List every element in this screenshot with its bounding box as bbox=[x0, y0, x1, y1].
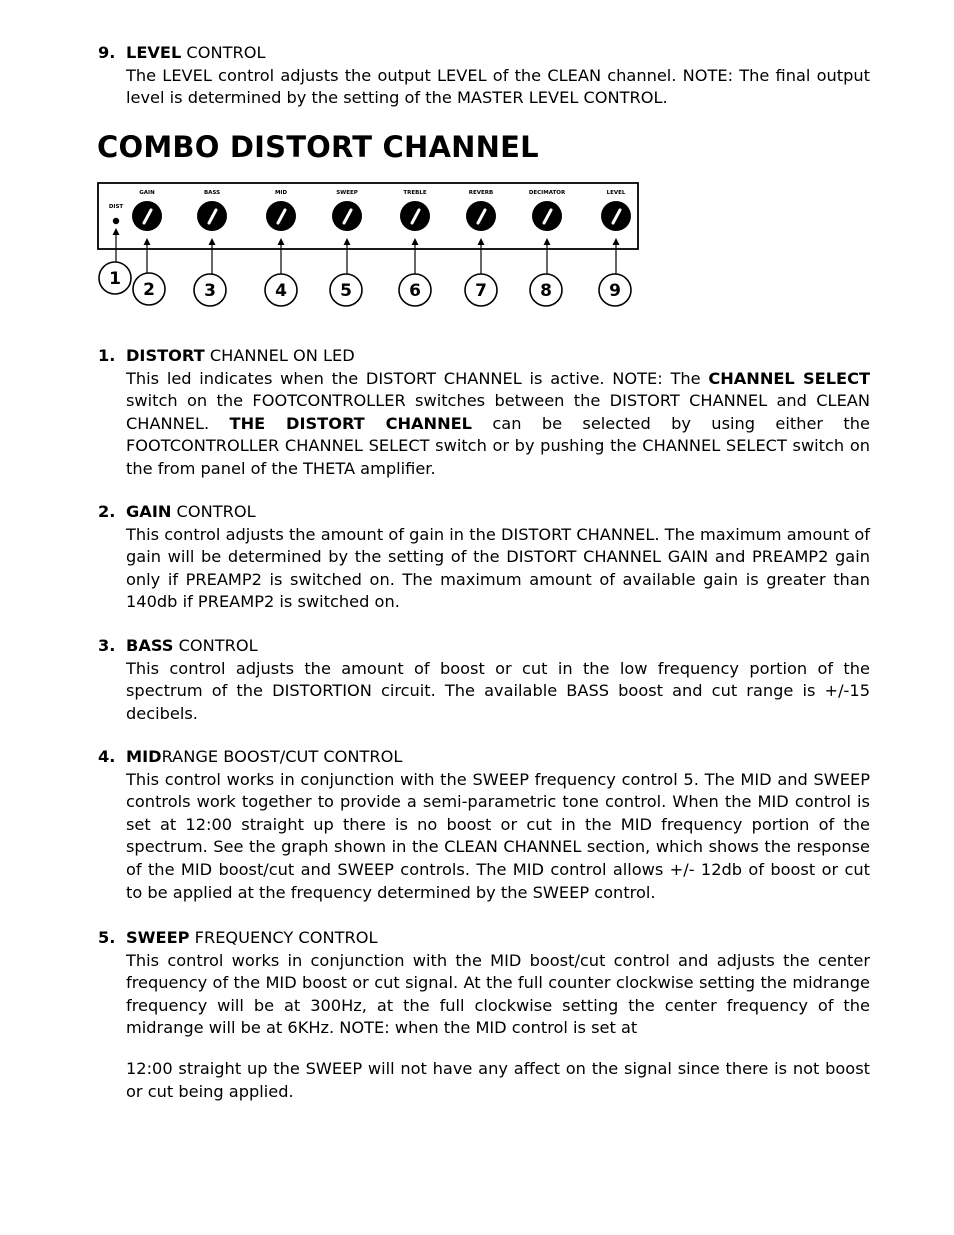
distort-channel-panel-diagram bbox=[96, 180, 646, 308]
item-body bbox=[126, 368, 870, 481]
body-text: 12:00 straight up the SWEEP will not have any affect on the signal since there is not boost or cut being applied. bbox=[126, 1058, 870, 1101]
led-label: DIST bbox=[108, 204, 124, 210]
item-body bbox=[126, 769, 870, 905]
body-text: switch on the FOOTCONTROLLER switches between the DISTORT CHANNEL and CLEAN CHANNEL. bbox=[126, 391, 870, 433]
knob-label: TREBLE bbox=[403, 190, 427, 196]
arrow-up-icon bbox=[113, 228, 120, 235]
callout-number: 2 bbox=[143, 280, 155, 300]
body-text: This led indicates when the DISTORT CHANNEL is active. NOTE: The bbox=[126, 368, 709, 388]
arrow-up-icon bbox=[544, 238, 551, 245]
item-paragraph bbox=[126, 950, 870, 1040]
item-heading bbox=[98, 927, 870, 950]
body-text: can be selected by using either the FOOTCONTROLLER CHANNEL SELECT switch or by pushing the CHANNEL SELECT switch on the from panel of the THETA amplifier. bbox=[126, 413, 870, 478]
arrow-up-icon bbox=[344, 238, 351, 245]
arrow-up-icon bbox=[412, 238, 419, 245]
body-text: This control works in conjunction with the MID boost/cut control and adjusts the center frequency of the MID boost or cut signal. At the full counter clockwise setting the midrange frequency will be at 300Hz, at the full clockwise setting the center frequency of the midrange will be at 6KHz. NOTE: when the MID control is set at bbox=[126, 950, 870, 1038]
item-paragraph bbox=[126, 1058, 870, 1103]
item-distort-led bbox=[98, 345, 870, 481]
item-midrange-control bbox=[98, 746, 870, 904]
callout-number: 3 bbox=[204, 281, 216, 301]
item-number: 4. bbox=[98, 747, 116, 766]
section-title: COMBO DISTORT CHANNEL bbox=[97, 130, 539, 164]
item-paragraph bbox=[126, 769, 870, 905]
knob-label: LEVEL bbox=[606, 190, 626, 196]
item-paragraph bbox=[126, 524, 870, 614]
knob-label: SWEEP bbox=[336, 190, 358, 196]
item-body bbox=[126, 65, 870, 110]
item-body bbox=[126, 658, 870, 726]
item-heading bbox=[98, 746, 870, 769]
item-title: MIDRANGE BOOST/CUT CONTROL bbox=[126, 747, 403, 766]
callout-number: 7 bbox=[475, 281, 487, 301]
item-level-control-top bbox=[98, 42, 870, 110]
arrow-up-icon bbox=[478, 238, 485, 245]
item-paragraph bbox=[126, 658, 870, 726]
callout-number: 9 bbox=[609, 281, 621, 301]
item-title: SWEEP FREQUENCY CONTROL bbox=[126, 928, 378, 947]
item-title: GAIN CONTROL bbox=[126, 502, 256, 521]
knob-label: MID bbox=[274, 190, 288, 196]
item-number: 2. bbox=[98, 502, 116, 521]
item-heading bbox=[98, 42, 870, 65]
led-indicator bbox=[113, 218, 119, 224]
item-title: DISTORT CHANNEL ON LED bbox=[126, 346, 355, 365]
body-text: The LEVEL control adjusts the output LEVEL of the CLEAN channel. NOTE: The final output level is determined by the setting of the MASTER LEVEL CONTROL. bbox=[126, 65, 870, 108]
item-sweep-control bbox=[98, 927, 870, 1103]
callout-number: 8 bbox=[540, 281, 552, 301]
body-text: This control works in conjunction with the SWEEP frequency control 5. The MID and SWEEP controls work together to provide a semi-parametric tone control. When the MID control is set at 12:00 straight up there is no boost or cut in the MID frequency portion of the spectrum. See the graph shown in the CLEAN CHANNEL section, which shows the response of the MID boost/cut and SWEEP controls. The MID control allows +/- 12db of boost or cut to be applied at the frequency determined by the SWEEP control. bbox=[126, 769, 870, 902]
callout-number: 1 bbox=[109, 269, 121, 289]
item-title: BASS CONTROL bbox=[126, 636, 258, 655]
item-number: 3. bbox=[98, 636, 116, 655]
item-paragraph bbox=[126, 368, 870, 481]
item-number: 9. bbox=[98, 43, 116, 62]
item-heading bbox=[98, 635, 870, 658]
knob-label: BASS bbox=[203, 190, 221, 196]
item-bass-control bbox=[98, 635, 870, 725]
item-title: LEVEL CONTROL bbox=[126, 43, 266, 62]
arrow-up-icon bbox=[613, 238, 620, 245]
callout-number: 6 bbox=[409, 281, 421, 301]
arrow-up-icon bbox=[278, 238, 285, 245]
body-text: This control adjusts the amount of boost or cut in the low frequency portion of the spectrum of the DISTORTION circuit. The available BASS boost and cut range is +/-15 decibels. bbox=[126, 658, 870, 723]
item-heading bbox=[98, 501, 870, 524]
knob-label: DECIMATOR bbox=[528, 190, 566, 196]
item-number: 5. bbox=[98, 928, 116, 947]
callout-number: 5 bbox=[340, 281, 352, 301]
bold-text: CHANNEL SELECT bbox=[708, 368, 870, 388]
arrow-up-icon bbox=[144, 238, 151, 245]
item-gain-control bbox=[98, 501, 870, 614]
knob-label: GAIN bbox=[139, 190, 155, 196]
item-paragraph bbox=[126, 65, 870, 110]
knob-label: REVERB bbox=[468, 190, 494, 196]
item-body bbox=[126, 950, 870, 1104]
bold-text: THE DISTORT CHANNEL bbox=[229, 413, 473, 433]
callout-number: 4 bbox=[275, 281, 287, 301]
item-number: 1. bbox=[98, 346, 116, 365]
body-text: This control adjusts the amount of gain in the DISTORT CHANNEL. The maximum amount of gain will be determined by the setting of the DISTORT CHANNEL GAIN and PREAMP2 gain only if PREAMP2 is switched on. The maximum amount of available gain is greater than 140db if PREAMP2 is switched on. bbox=[126, 524, 870, 612]
item-body bbox=[126, 524, 870, 614]
item-heading bbox=[98, 345, 870, 368]
arrow-up-icon bbox=[209, 238, 216, 245]
